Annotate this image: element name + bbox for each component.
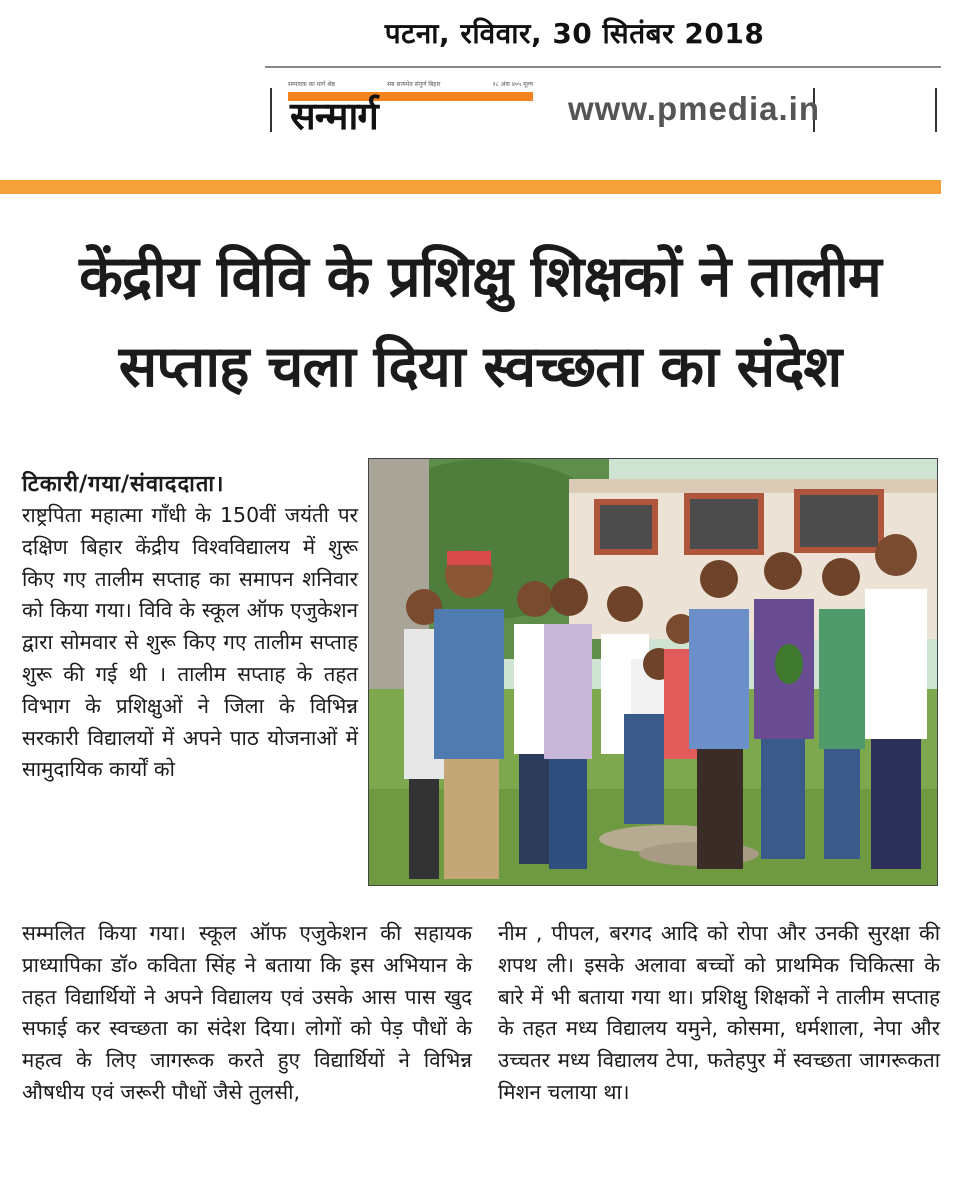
photo-illustration (369, 459, 937, 885)
headline-line-2: सप्ताह चला दिया स्वच्छता का संदेश (118, 334, 842, 400)
article-photo (368, 458, 938, 886)
newspaper-logo (288, 78, 533, 140)
website-url: www.pmedia.in (568, 90, 820, 127)
article-text-left-bottom: सम्मलित किया गया। स्कूल ऑफ एजुकेशन की सहायक प्राध्यापिका डॉ० कविता सिंह ने बताया कि इस अभियान के तहत विद्यार्थियों ने अपने विद्यालय एवं उसके आस पास खुद सफाई कर स्वच्छता का संदेश दिया। लोगों को पेड़ पौधों के महत्व के लिए जागरूक करते हुए विद्यार्थियों ने विभिन्न औषधीय एवं जरूरी पौधों जैसे तुलसी, (22, 921, 472, 1104)
logo-wordmark: सन्मार्ग (290, 93, 378, 138)
article-text-right: नीम , पीपल, बरगद आदि को रोपा और उनकी सुरक्षा की शपथ ली। इसके अलावा बच्चों को प्राथमिक चिकित्सा के बारे में भी बताया गया था। प्रशिक्षु शिक्षकों ने तालीम सप्ताह के तहत मध्य विद्यालय यमुने, कोसमा, धर्मशाला, नेपा और उच्चतर मध्य विद्यालय टेपा, फतेहपुर में स्वच्छता जागरूकता मिशन चलाया था। (498, 921, 940, 1104)
top-rule (265, 66, 941, 68)
masthead (270, 78, 940, 140)
orange-band (0, 180, 941, 194)
masthead-divider (935, 88, 937, 132)
dateline: पटना, रविवार, 30 सितंबर 2018 (384, 17, 765, 50)
article-text-left-top: राष्ट्रपिता महात्मा गाँधी के 150वीं जयंती पर दक्षिण बिहार केंद्रीय विश्वविद्यालय में शुरू किए गए तालीम सप्ताह का समापन शनिवार को किया गया। विवि के स्कूल ऑफ एजुकेशन द्वारा सोमवार से शुरू किए गए तालीम सप्ताह शुरू की गई थी । तालीम सप्ताह के तहत विभाग के प्रशिक्षुओं ने जिला के विभिन्न सरकारी विद्यालयों में अपने पाठ योजनाओं में सामुदायिक कार्यों को (22, 503, 358, 782)
byline: टिकारी/गया/संवाददाता। (22, 472, 225, 497)
masthead-divider (270, 88, 272, 132)
logo-tagline: सम्पादक का मार्ग श्रेष्ठ सब सत्यमेव संपूर्ण बिहार १८ अंक ४०५ मूल्य (288, 81, 533, 88)
headline (20, 232, 940, 412)
headline-line-1: केंद्रीय विवि के प्रशिक्षु शिक्षकों ने तालीम (79, 244, 881, 310)
